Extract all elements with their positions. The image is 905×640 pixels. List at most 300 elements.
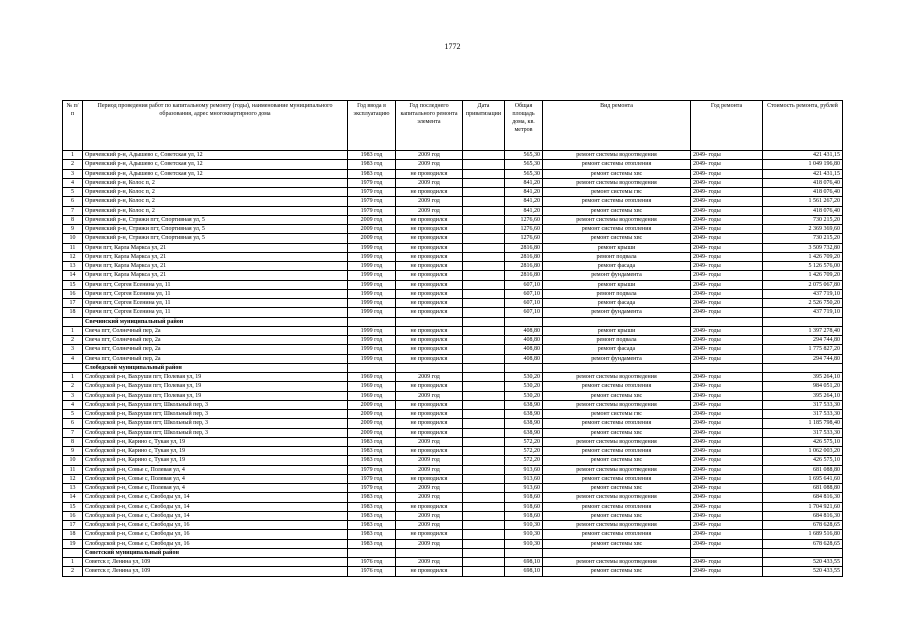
- row-number: 17: [63, 521, 83, 530]
- header-cost: Стоимость ремонта, рублей: [763, 101, 843, 151]
- table-row: [63, 447, 843, 456]
- row-privatization: [463, 521, 505, 530]
- row-address: Слободской р-н, Вахруши пгт, Полевая ул, 19: [83, 382, 348, 391]
- row-area: 2816,80: [505, 262, 543, 271]
- row-last-repair: не проводился: [396, 530, 463, 539]
- table-row: [63, 252, 843, 261]
- row-area: 913,60: [505, 465, 543, 474]
- row-number: 7: [63, 206, 83, 215]
- row-year-commission: 1999 год: [348, 299, 396, 308]
- row-privatization: [463, 437, 505, 446]
- row-area: 572,20: [505, 456, 543, 465]
- row-repair-type: ремонт системы хвс: [543, 484, 691, 493]
- row-repair-year: 2049- годы: [691, 262, 763, 271]
- row-repair-year: 2049- годы: [691, 326, 763, 335]
- row-area: 572,20: [505, 447, 543, 456]
- row-year-commission: 1979 год: [348, 178, 396, 187]
- row-address: Слободской р-н, Совье с, Полевая ул, 4: [83, 465, 348, 474]
- row-repair-year: 2049- годы: [691, 493, 763, 502]
- row-cost: 1 561 267,20: [763, 197, 843, 206]
- table-row: [63, 419, 843, 428]
- row-last-repair: 2009 год: [396, 206, 463, 215]
- row-last-repair: не проводился: [396, 382, 463, 391]
- row-year-commission: 1999 год: [348, 336, 396, 345]
- table-row: [63, 382, 843, 391]
- row-cost: 984 051,20: [763, 382, 843, 391]
- row-year-commission: 2009 год: [348, 410, 396, 419]
- row-year-commission: 1983 год: [348, 539, 396, 548]
- row-area: 408,80: [505, 354, 543, 363]
- row-last-repair: 2009 год: [396, 484, 463, 493]
- row-year-commission: 1983 год: [348, 437, 396, 446]
- row-number: 9: [63, 225, 83, 234]
- table-row: [63, 215, 843, 224]
- row-last-repair: не проводился: [396, 567, 463, 576]
- row-repair-year: 2049- годы: [691, 225, 763, 234]
- row-number: 4: [63, 178, 83, 187]
- table-row: [63, 558, 843, 567]
- row-number: 15: [63, 280, 83, 289]
- row-privatization: [463, 206, 505, 215]
- header-privatization: Дата приватизации: [463, 101, 505, 151]
- row-privatization: [463, 243, 505, 252]
- row-last-repair: не проводился: [396, 262, 463, 271]
- table-row: [63, 465, 843, 474]
- row-cost: 3 509 732,80: [763, 243, 843, 252]
- row-address: Свеча пгт, Солнечный пер, 2а: [83, 354, 348, 363]
- row-address: Слободской р-н, Совье с, Свободы ул, 16: [83, 521, 348, 530]
- row-last-repair: не проводился: [396, 299, 463, 308]
- row-address: Слободской р-н, Карино с, Тукая ул, 19: [83, 456, 348, 465]
- row-address: Оричи пгт, Карла Маркса ул, 21: [83, 262, 348, 271]
- row-address: Оричевский р-н, Адышево с, Советская ул, 12: [83, 160, 348, 169]
- row-last-repair: не проводился: [396, 289, 463, 298]
- row-privatization: [463, 511, 505, 520]
- header-num: № п/п: [63, 101, 83, 151]
- row-privatization: [463, 391, 505, 400]
- row-privatization: [463, 558, 505, 567]
- row-last-repair: 2009 год: [396, 558, 463, 567]
- row-area: 638,90: [505, 428, 543, 437]
- row-repair-type: ремонт фасада: [543, 299, 691, 308]
- row-repair-type: ремонт системы отопления: [543, 197, 691, 206]
- row-cost: 1 049 196,80: [763, 160, 843, 169]
- table-row: [63, 206, 843, 215]
- row-address: Слободской р-н, Карино с, Тукая ул, 19: [83, 437, 348, 446]
- row-repair-type: ремонт подвала: [543, 289, 691, 298]
- row-year-commission: 1983 год: [348, 169, 396, 178]
- row-last-repair: 2009 год: [396, 456, 463, 465]
- row-repair-type: ремонт системы хвс: [543, 391, 691, 400]
- row-repair-type: ремонт системы водоотведения: [543, 521, 691, 530]
- row-repair-type: ремонт системы отопления: [543, 502, 691, 511]
- row-last-repair: 2009 год: [396, 197, 463, 206]
- row-address: Оричевский р-н, Стрижи пгт, Спортивная ул, 5: [83, 225, 348, 234]
- row-cost: 317 533,30: [763, 428, 843, 437]
- row-privatization: [463, 345, 505, 354]
- row-address: Слободской р-н, Вахруши пгт, Полевая ул, 19: [83, 391, 348, 400]
- row-cost: 520 433,55: [763, 558, 843, 567]
- section-empty-cell: [396, 317, 463, 326]
- row-address: Слободской р-н, Совье с, Свободы ул, 14: [83, 511, 348, 520]
- row-repair-type: ремонт системы хвс: [543, 234, 691, 243]
- row-cost: 317 533,30: [763, 410, 843, 419]
- row-number: 2: [63, 336, 83, 345]
- row-repair-type: ремонт системы отопления: [543, 419, 691, 428]
- row-cost: 681 088,80: [763, 484, 843, 493]
- row-number: 14: [63, 493, 83, 502]
- row-address: Оричевский р-н, Колос п, 2: [83, 178, 348, 187]
- row-repair-year: 2049- годы: [691, 502, 763, 511]
- row-repair-year: 2049- годы: [691, 558, 763, 567]
- row-last-repair: не проводился: [396, 252, 463, 261]
- row-cost: 2 526 750,20: [763, 299, 843, 308]
- row-cost: 684 816,30: [763, 493, 843, 502]
- row-cost: 395 264,10: [763, 391, 843, 400]
- header-repair-year: Год ремонта: [691, 101, 763, 151]
- row-year-commission: 1999 год: [348, 354, 396, 363]
- row-repair-type: ремонт системы хвс: [543, 511, 691, 520]
- section-blank-cell: [63, 317, 83, 326]
- table-row: [63, 400, 843, 409]
- row-last-repair: не проводился: [396, 428, 463, 437]
- row-privatization: [463, 539, 505, 548]
- row-repair-year: 2049- годы: [691, 456, 763, 465]
- table-row: [63, 197, 843, 206]
- table-row: [63, 502, 843, 511]
- row-area: 841,20: [505, 178, 543, 187]
- table-row: [63, 336, 843, 345]
- row-area: 1276,60: [505, 225, 543, 234]
- table-row: [63, 289, 843, 298]
- row-last-repair: не проводился: [396, 447, 463, 456]
- row-number: 16: [63, 289, 83, 298]
- row-cost: 294 744,80: [763, 336, 843, 345]
- row-year-commission: 2009 год: [348, 400, 396, 409]
- row-privatization: [463, 225, 505, 234]
- row-last-repair: не проводился: [396, 215, 463, 224]
- row-repair-year: 2049- годы: [691, 169, 763, 178]
- row-repair-type: ремонт системы гвс: [543, 410, 691, 419]
- page-number: 1772: [444, 42, 461, 51]
- row-address: Оричевский р-н, Колос п, 2: [83, 206, 348, 215]
- row-cost: 5 126 576,00: [763, 262, 843, 271]
- row-repair-year: 2049- годы: [691, 280, 763, 289]
- row-last-repair: 2009 год: [396, 178, 463, 187]
- row-number: 1: [63, 151, 83, 160]
- row-privatization: [463, 197, 505, 206]
- row-last-repair: не проводился: [396, 169, 463, 178]
- row-last-repair: не проводился: [396, 354, 463, 363]
- row-last-repair: 2009 год: [396, 391, 463, 400]
- table-header-row: [63, 101, 843, 151]
- row-area: 565,30: [505, 169, 543, 178]
- row-repair-year: 2049- годы: [691, 354, 763, 363]
- section-empty-cell: [463, 363, 505, 372]
- row-repair-year: 2049- годы: [691, 160, 763, 169]
- section-empty-cell: [396, 363, 463, 372]
- section-blank-cell: [63, 363, 83, 372]
- row-number: 18: [63, 308, 83, 317]
- row-privatization: [463, 400, 505, 409]
- row-area: 1276,60: [505, 234, 543, 243]
- row-area: 1276,60: [505, 215, 543, 224]
- row-last-repair: не проводился: [396, 345, 463, 354]
- row-privatization: [463, 419, 505, 428]
- row-repair-type: ремонт системы водоотведения: [543, 400, 691, 409]
- table-row: [63, 391, 843, 400]
- row-area: 530,20: [505, 373, 543, 382]
- row-year-commission: 1976 год: [348, 558, 396, 567]
- row-repair-type: ремонт системы водоотведения: [543, 151, 691, 160]
- header-area: Общая площадь дома, кв. метров: [505, 101, 543, 151]
- row-area: 607,10: [505, 289, 543, 298]
- row-last-repair: не проводился: [396, 280, 463, 289]
- row-repair-type: ремонт системы хвс: [543, 169, 691, 178]
- row-year-commission: 1983 год: [348, 502, 396, 511]
- row-last-repair: не проводился: [396, 308, 463, 317]
- row-area: 2816,80: [505, 252, 543, 261]
- row-number: 1: [63, 373, 83, 382]
- row-year-commission: 1999 год: [348, 252, 396, 261]
- section-header-row: [63, 363, 843, 372]
- row-privatization: [463, 280, 505, 289]
- row-privatization: [463, 502, 505, 511]
- table-row: [63, 493, 843, 502]
- row-last-repair: не проводился: [396, 243, 463, 252]
- row-repair-type: ремонт системы водоотведения: [543, 373, 691, 382]
- table-row: [63, 178, 843, 187]
- row-last-repair: 2009 год: [396, 521, 463, 530]
- row-last-repair: не проводился: [396, 419, 463, 428]
- row-last-repair: не проводился: [396, 234, 463, 243]
- row-cost: 1 704 921,60: [763, 502, 843, 511]
- row-address: Оричи пгт, Сергея Есенина ул, 11: [83, 308, 348, 317]
- section-empty-cell: [543, 363, 691, 372]
- row-address: Свеча пгт, Солнечный пер, 2а: [83, 326, 348, 335]
- section-empty-cell: [505, 363, 543, 372]
- row-privatization: [463, 215, 505, 224]
- row-repair-type: ремонт фундамента: [543, 271, 691, 280]
- row-address: Свеча пгт, Солнечный пер, 2а: [83, 345, 348, 354]
- row-repair-year: 2049- годы: [691, 428, 763, 437]
- row-year-commission: 1999 год: [348, 308, 396, 317]
- row-number: 4: [63, 354, 83, 363]
- section-title: Слободской муниципальный район: [83, 363, 348, 372]
- row-number: 18: [63, 530, 83, 539]
- row-last-repair: не проводился: [396, 410, 463, 419]
- row-number: 13: [63, 262, 83, 271]
- row-repair-year: 2049- годы: [691, 197, 763, 206]
- row-area: 565,30: [505, 151, 543, 160]
- row-repair-type: ремонт крыши: [543, 243, 691, 252]
- row-cost: 317 533,30: [763, 400, 843, 409]
- section-empty-cell: [543, 317, 691, 326]
- row-repair-year: 2049- годы: [691, 400, 763, 409]
- table-row: [63, 188, 843, 197]
- row-number: 19: [63, 539, 83, 548]
- row-number: 14: [63, 271, 83, 280]
- row-area: 565,30: [505, 160, 543, 169]
- header-repair-type: Вид ремонта: [543, 101, 691, 151]
- row-number: 17: [63, 299, 83, 308]
- row-repair-year: 2049- годы: [691, 511, 763, 520]
- row-cost: 437 719,10: [763, 308, 843, 317]
- row-year-commission: 1983 год: [348, 530, 396, 539]
- row-repair-type: ремонт фундамента: [543, 308, 691, 317]
- row-year-commission: 1983 год: [348, 447, 396, 456]
- section-empty-cell: [505, 317, 543, 326]
- section-blank-cell: [63, 548, 83, 557]
- table-row: [63, 280, 843, 289]
- row-year-commission: 1979 год: [348, 474, 396, 483]
- row-area: 408,80: [505, 336, 543, 345]
- row-area: 918,60: [505, 502, 543, 511]
- row-privatization: [463, 262, 505, 271]
- row-repair-year: 2049- годы: [691, 289, 763, 298]
- row-cost: 2 075 067,80: [763, 280, 843, 289]
- table-row: [63, 169, 843, 178]
- row-area: 698,10: [505, 558, 543, 567]
- row-privatization: [463, 234, 505, 243]
- section-empty-cell: [691, 363, 763, 372]
- row-repair-type: ремонт системы отопления: [543, 474, 691, 483]
- table-row: [63, 225, 843, 234]
- row-last-repair: 2009 год: [396, 511, 463, 520]
- section-empty-cell: [348, 548, 396, 557]
- row-repair-type: ремонт системы гвс: [543, 188, 691, 197]
- table-row: [63, 262, 843, 271]
- row-repair-year: 2049- годы: [691, 521, 763, 530]
- section-empty-cell: [691, 317, 763, 326]
- row-year-commission: 2009 год: [348, 234, 396, 243]
- row-repair-type: ремонт крыши: [543, 280, 691, 289]
- table-row: [63, 354, 843, 363]
- row-privatization: [463, 151, 505, 160]
- section-title: Советский муниципальный район: [83, 548, 348, 557]
- section-header-row: [63, 317, 843, 326]
- row-address: Слободской р-н, Карино с, Тукая ул, 19: [83, 447, 348, 456]
- row-privatization: [463, 465, 505, 474]
- row-last-repair: 2009 год: [396, 437, 463, 446]
- table-row: [63, 456, 843, 465]
- section-empty-cell: [396, 548, 463, 557]
- row-number: 11: [63, 465, 83, 474]
- row-year-commission: 1983 год: [348, 160, 396, 169]
- table-row: [63, 271, 843, 280]
- row-privatization: [463, 410, 505, 419]
- row-address: Оричи пгт, Карла Маркса ул, 21: [83, 243, 348, 252]
- table-row: [63, 326, 843, 335]
- section-empty-cell: [763, 548, 843, 557]
- row-repair-year: 2049- годы: [691, 567, 763, 576]
- row-number: 6: [63, 197, 83, 206]
- row-privatization: [463, 160, 505, 169]
- row-repair-year: 2049- годы: [691, 299, 763, 308]
- table-row: [63, 160, 843, 169]
- table-row: [63, 437, 843, 446]
- row-privatization: [463, 373, 505, 382]
- row-number: 2: [63, 567, 83, 576]
- row-area: 607,10: [505, 299, 543, 308]
- row-area: 913,60: [505, 474, 543, 483]
- row-number: 13: [63, 484, 83, 493]
- row-repair-type: ремонт системы хвс: [543, 456, 691, 465]
- row-privatization: [463, 169, 505, 178]
- row-repair-type: ремонт крыши: [543, 326, 691, 335]
- row-year-commission: 1979 год: [348, 484, 396, 493]
- row-repair-year: 2049- годы: [691, 419, 763, 428]
- row-cost: 437 719,10: [763, 289, 843, 298]
- section-empty-cell: [543, 548, 691, 557]
- row-last-repair: не проводился: [396, 474, 463, 483]
- row-privatization: [463, 428, 505, 437]
- row-year-commission: 1969 год: [348, 382, 396, 391]
- row-repair-type: ремонт системы хвс: [543, 428, 691, 437]
- row-number: 10: [63, 234, 83, 243]
- row-repair-year: 2049- годы: [691, 530, 763, 539]
- row-address: Слободской р-н, Вахруши пгт, Школьный пер, 3: [83, 419, 348, 428]
- header-address: Период проведения работ по капитальному ремонту (годы), наименование муниципального образования, адрес многоквартирного дома: [83, 101, 348, 151]
- row-address: Слободской р-н, Вахруши пгт, Школьный пер, 3: [83, 428, 348, 437]
- table-row: [63, 511, 843, 520]
- row-number: 11: [63, 243, 83, 252]
- row-area: 910,30: [505, 539, 543, 548]
- row-repair-type: ремонт системы хвс: [543, 567, 691, 576]
- table-row: [63, 345, 843, 354]
- row-year-commission: 2009 год: [348, 428, 396, 437]
- row-number: 8: [63, 437, 83, 446]
- section-header-row: [63, 548, 843, 557]
- row-year-commission: 1999 год: [348, 271, 396, 280]
- row-year-commission: 1983 год: [348, 151, 396, 160]
- row-area: 698,10: [505, 567, 543, 576]
- table-row: [63, 151, 843, 160]
- row-cost: 1 426 709,20: [763, 271, 843, 280]
- row-repair-year: 2049- годы: [691, 234, 763, 243]
- row-repair-year: 2049- годы: [691, 474, 763, 483]
- row-year-commission: 1976 год: [348, 567, 396, 576]
- row-repair-type: ремонт системы водоотведения: [543, 437, 691, 446]
- row-repair-type: ремонт фасада: [543, 262, 691, 271]
- section-empty-cell: [505, 548, 543, 557]
- row-number: 2: [63, 382, 83, 391]
- row-cost: 1 397 278,40: [763, 326, 843, 335]
- row-year-commission: 2009 год: [348, 419, 396, 428]
- header-year-commission: Год ввода в эксплуатацию: [348, 101, 396, 151]
- row-year-commission: 1979 год: [348, 197, 396, 206]
- row-privatization: [463, 252, 505, 261]
- row-year-commission: 1979 год: [348, 188, 396, 197]
- section-empty-cell: [348, 363, 396, 372]
- row-area: 638,90: [505, 419, 543, 428]
- row-address: Слободской р-н, Совье с, Свободы ул, 16: [83, 530, 348, 539]
- row-area: 607,10: [505, 308, 543, 317]
- section-empty-cell: [463, 548, 505, 557]
- row-address: Оричи пгт, Сергея Есенина ул, 11: [83, 299, 348, 308]
- row-address: Слободской р-н, Вахруши пгт, Школьный пер, 3: [83, 400, 348, 409]
- row-cost: 421 431,15: [763, 151, 843, 160]
- row-privatization: [463, 336, 505, 345]
- row-area: 638,90: [505, 400, 543, 409]
- row-privatization: [463, 530, 505, 539]
- row-address: Оричи пгт, Сергея Есенина ул, 11: [83, 280, 348, 289]
- row-repair-year: 2049- годы: [691, 447, 763, 456]
- row-area: 913,60: [505, 484, 543, 493]
- row-repair-year: 2049- годы: [691, 465, 763, 474]
- row-cost: 678 628,65: [763, 539, 843, 548]
- row-privatization: [463, 567, 505, 576]
